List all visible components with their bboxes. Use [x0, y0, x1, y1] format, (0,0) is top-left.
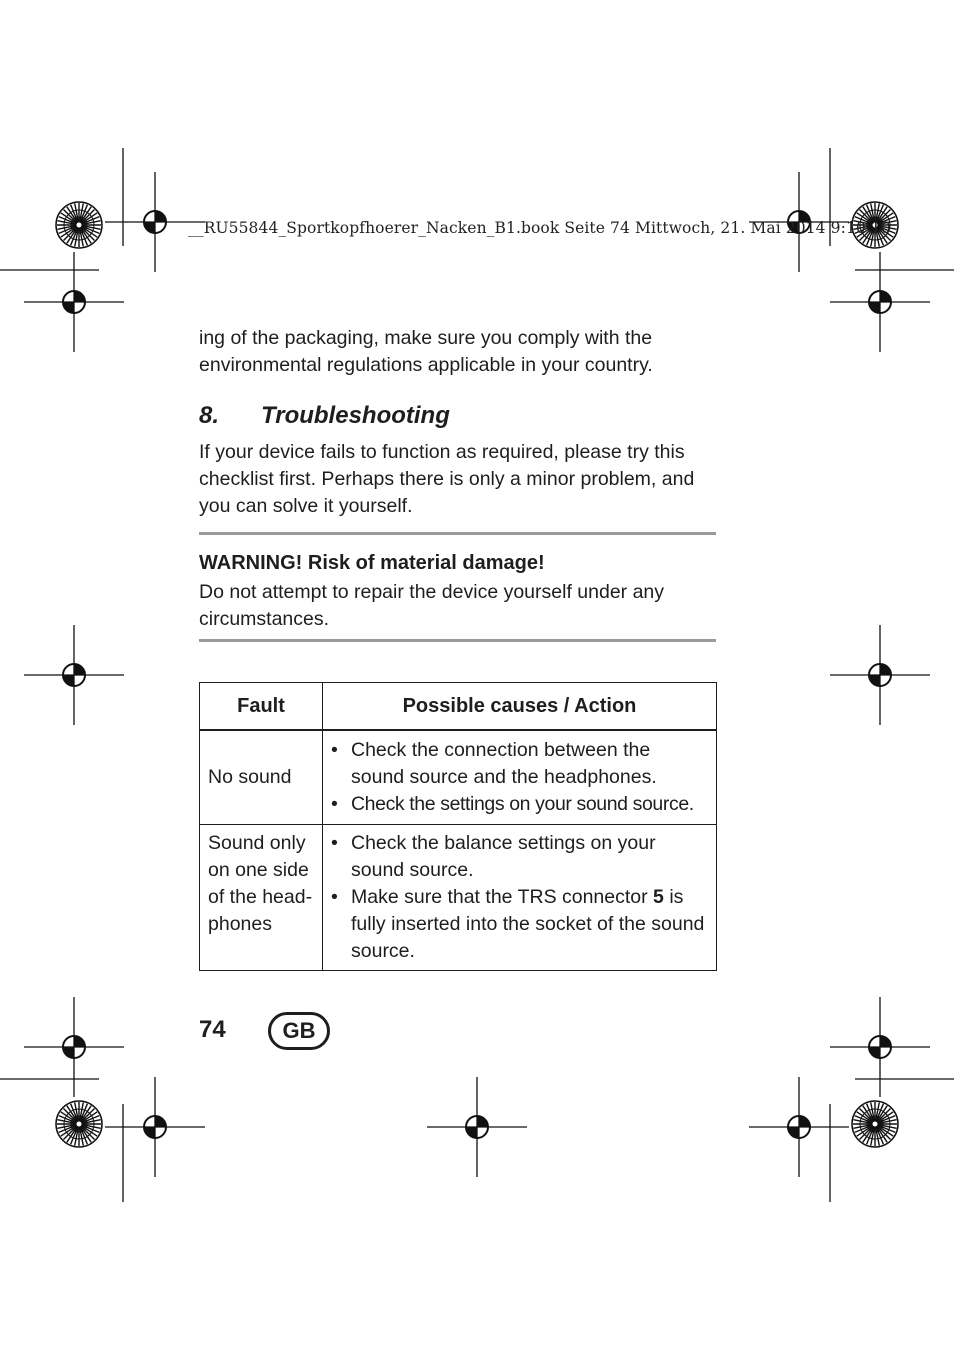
section-title: Troubleshooting: [261, 402, 450, 429]
causes-cell: [323, 824, 717, 970]
warning-top-rule: [199, 532, 716, 535]
table-row: [200, 730, 717, 824]
language-badge: GB: [268, 1012, 330, 1050]
warning-text: Do not attempt to repair the device yourself under any circumstances.: [199, 581, 665, 630]
warning-title: WARNING! Risk of material damage!: [199, 552, 545, 574]
warning-bottom-rule: [199, 639, 716, 642]
header-causes: Possible causes / Action: [323, 683, 717, 731]
section-intro: If your device fails to function as required, please try this checklist first. Perhaps there is only a minor problem, and you can solve it yourself.: [199, 441, 695, 517]
intro-paragraph: ing of the packaging, make sure you comply with the environmental regulations applicable in your country.: [199, 327, 653, 376]
section-number: 8.: [199, 402, 220, 429]
cause-item: • Make sure that the TRS connector 5 is fully inserted into the socket of the sound source.: [331, 885, 705, 962]
troubleshooting-table: [199, 682, 717, 971]
fault-cell: Sound only on one side of the head-phones: [200, 824, 323, 970]
fault-cell: No sound: [200, 730, 323, 824]
slug-line: __RU55844_Sportkopfhoerer_Nacken_B1.book Seite 74 Mittwoch, 21. Mai 2014 9:10 10: [188, 219, 891, 237]
header-fault: Fault: [200, 683, 323, 731]
cause-item: • Check the settings on your sound source.: [331, 792, 694, 815]
cause-item: • Check the connection between the sound source and the headphones.: [331, 738, 657, 788]
section-heading: [199, 402, 450, 430]
causes-cell: [323, 730, 717, 824]
table-header-row: [200, 683, 717, 731]
table-row: [200, 824, 717, 970]
page-number: 74: [199, 1016, 226, 1043]
part-reference: 5: [653, 885, 664, 908]
cause-item: • Check the balance settings on your sound source.: [331, 831, 656, 881]
